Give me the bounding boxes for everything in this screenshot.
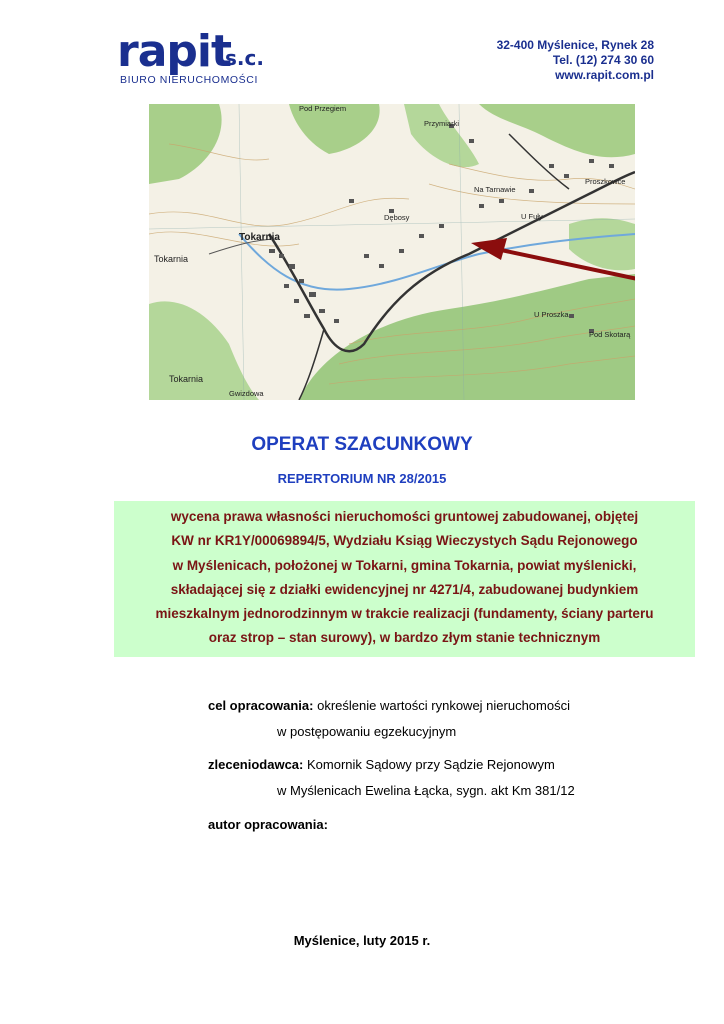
map-label: Tokarnia (169, 374, 204, 384)
description-line: w Myślenicach, położonej w Tokarni, gmina Tokarnia, powiat myślenicki, (172, 557, 637, 573)
purpose-label: cel opracowania: (208, 698, 314, 713)
map-label: Tokarnia (154, 254, 189, 264)
map-label: Proszkowce (585, 177, 626, 186)
map-label: U Proszka (534, 310, 569, 319)
client-value-continued: w Myślenicach Ewelina Łącka, sygn. akt Km 381/12 (277, 783, 575, 798)
purpose-value: określenie wartości rynkowej nieruchomości (317, 698, 570, 713)
repertorium-number: REPERTORIUM NR 28/2015 (277, 471, 447, 486)
description-line: KW nr KR1Y/00069894/5, Wydziału Ksiąg Wieczystych Sądu Rejonowego (171, 533, 638, 549)
address: 32-400 Myślenice, Rynek 28 (496, 38, 654, 52)
map-label: Na Tarnawie (474, 185, 516, 194)
map-label: Pod Przegiem (299, 104, 347, 113)
contact-block (497, 38, 654, 83)
company-logo (117, 26, 277, 90)
website-link[interactable]: www.rapit.com.pl (555, 68, 654, 82)
purpose-value-continued: w postępowaniu egzekucyjnym (277, 724, 457, 739)
client-value: Komornik Sądowy przy Sądzie Rejonowym (307, 757, 555, 772)
property-description-box (114, 501, 695, 657)
property-description (114, 501, 695, 651)
description-line: oraz strop – stan surowy), w bardzo złym stanie technicznym (208, 630, 601, 646)
description-line: mieszkalnym jednorodzinnym w trakcie realizacji (fundamenty, ściany parteru (155, 606, 654, 622)
document-title: OPERAT SZACUNKOWY (251, 434, 473, 455)
map-label: U Fuły (521, 212, 543, 221)
author-label: autor opracowania: (208, 817, 328, 832)
map-label: Tokarnia (239, 232, 280, 243)
author-field (208, 817, 328, 832)
description-line: składającej się z działki ewidencyjnej nr 4271/4, zabudowanej budynkiem (170, 581, 639, 597)
purpose-field (208, 698, 570, 713)
logo-wordmark: rapit (117, 26, 232, 77)
client-label: zleceniodawca: (208, 757, 304, 772)
map-label: Dębosy (384, 213, 410, 222)
description-line: wycena prawa własności nieruchomości gruntowej zabudowanej, objętej (170, 509, 639, 524)
place-and-date: Myślenice, luty 2015 r. (293, 933, 431, 948)
logo-suffix: s.c. (225, 46, 264, 70)
client-field (208, 757, 555, 772)
map-label: Pod Skotarą (589, 330, 631, 339)
map-label: Przymiarki (424, 119, 459, 128)
logo-subtitle: BIURO NIERUCHOMOŚCI (120, 74, 258, 86)
location-map (149, 104, 635, 400)
phone: Tel. (12) 274 30 60 (552, 53, 654, 67)
map-label: Gwizdowa (229, 389, 264, 398)
